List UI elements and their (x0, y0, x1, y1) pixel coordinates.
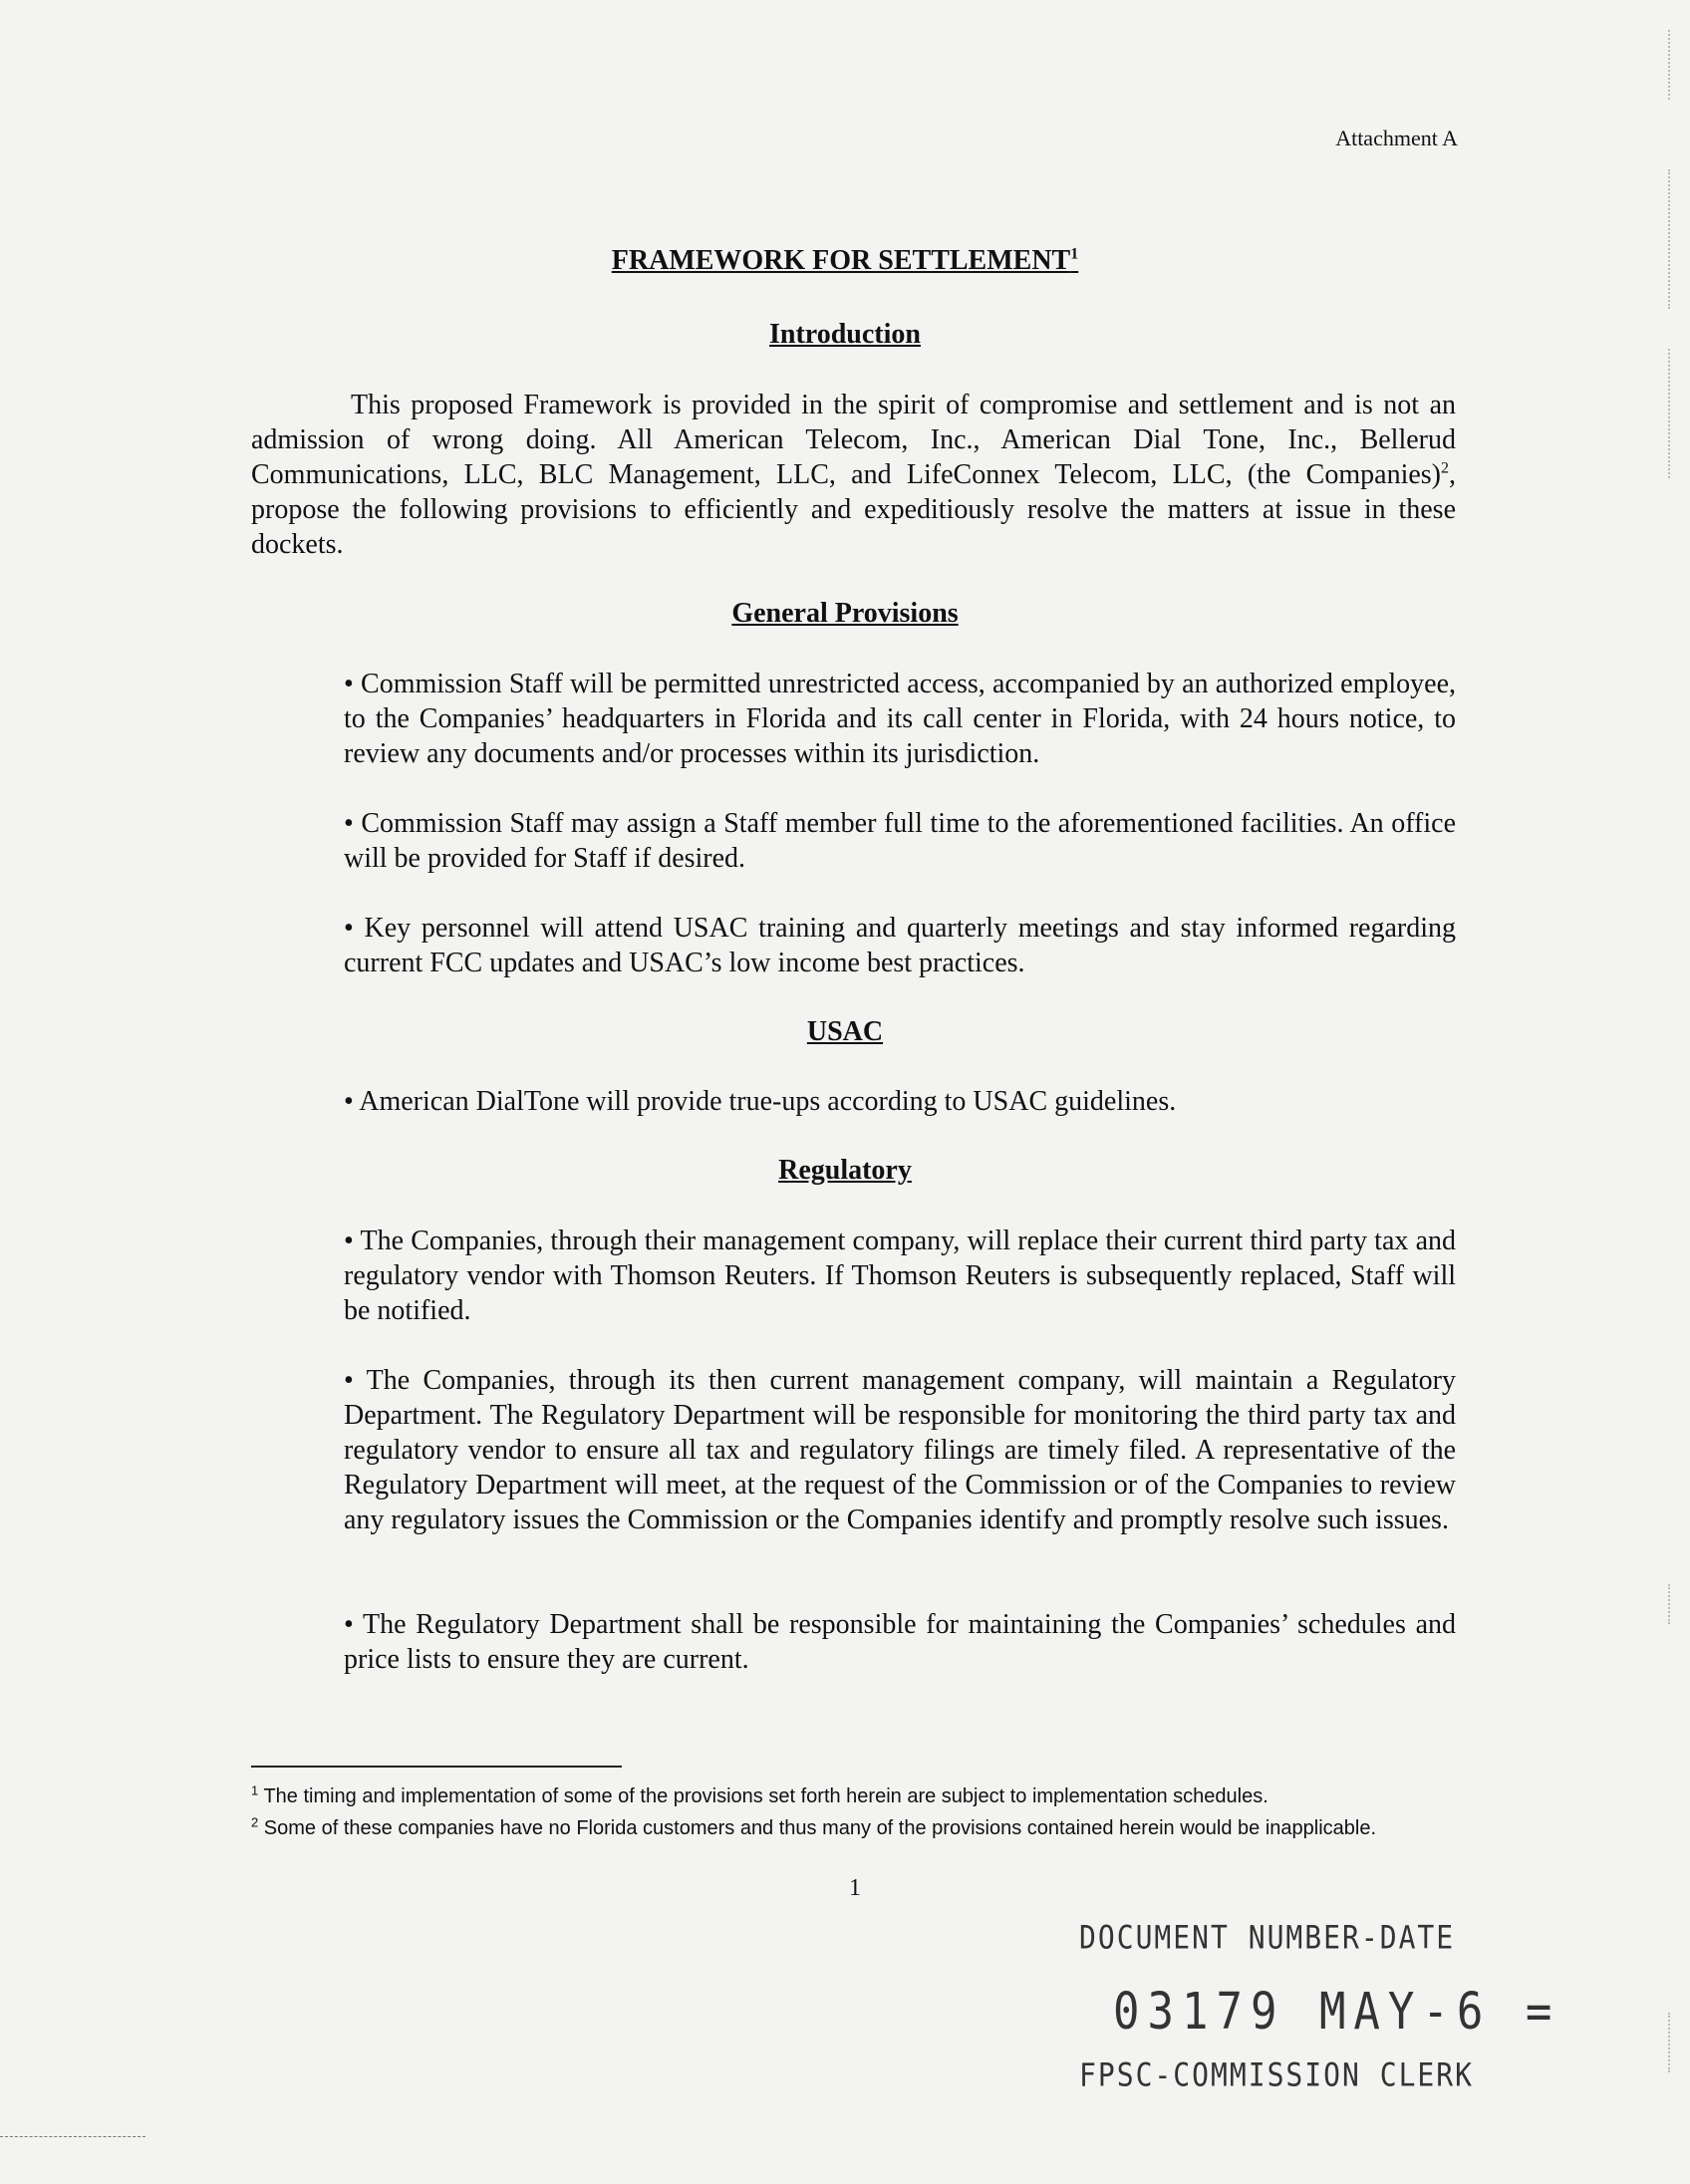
page-number: 1 (849, 1875, 861, 1901)
introduction-text-part2: , propose the following provisions to efficiently and expeditiously resolve the matters at issue in these dockets. (251, 459, 1456, 560)
footnote-2-number: 2 (251, 1814, 259, 1830)
document-title-text: FRAMEWORK FOR SETTLEMENT (611, 245, 1071, 276)
companies-footnote-ref: 2 (1441, 459, 1449, 477)
regulatory-bullet-vendor: • The Companies, through their management company, will replace their current third party tax and regulatory vendor with Thomson Reuters. If Thomson Reuters is subsequently replaced, Staff will be notified. (344, 1226, 1456, 1326)
general-bullet-training: • Key personnel will attend USAC training and quarterly meetings and stay informed regarding current FCC updates and USAC’s low income best practices. (344, 913, 1456, 978)
scan-artifact (1668, 169, 1672, 309)
introduction-heading: Introduction (769, 319, 921, 350)
regulatory-bullet-department: • The Companies, through its then current management company, will maintain a Regulatory Department. The Regulatory Department will be responsible for monitoring the third party tax and regulatory vendor to ensure all tax and regulatory filings are timely filed. A representative of the Regulatory Department will meet, at the request of the Commission or of the Companies to review any regulatory issues the Commission or the Companies identify and promptly resolve such issues. (344, 1365, 1456, 1535)
footnote-separator (251, 1766, 622, 1768)
scan-edge-mark (0, 2136, 145, 2137)
footnote-1-text: The timing and implementation of some of the provisions set forth herein are subject to implementation schedules. (263, 1785, 1268, 1807)
general-provisions-heading: General Provisions (731, 598, 959, 629)
general-bullet-access: • Commission Staff will be permitted unrestricted access, accompanied by an authorized employee, to the Companies’ headquarters in Florida and its call center in Florida, with 24 hours notice, to review any documents and/or processes within its jurisdiction. (344, 669, 1456, 769)
title-footnote-ref: 1 (1070, 245, 1079, 263)
document-title (0, 245, 1690, 277)
scan-artifact (1668, 2013, 1672, 2072)
general-bullet-staff-member: • Commission Staff may assign a Staff member full time to the aforementioned facilities. An office will be provided for Staff if desired. (344, 808, 1456, 874)
footnote-1-number: 1 (251, 1782, 259, 1798)
footnote-1 (251, 1781, 1457, 1811)
scan-artifact (1668, 30, 1672, 100)
stamp-document-number-label: DOCUMENT NUMBER-DATE (1079, 1918, 1456, 1957)
footnote-2-text: Some of these companies have no Florida customers and thus many of the provisions contained herein would be inapplicable. (263, 1817, 1377, 1839)
regulatory-heading: Regulatory (778, 1155, 912, 1186)
scan-artifact (1668, 1584, 1672, 1624)
introduction-paragraph (251, 388, 1456, 562)
stamp-commission-clerk: FPSC-COMMISSION CLERK (1079, 2055, 1475, 2094)
scan-artifact (1668, 349, 1672, 478)
usac-heading: USAC (806, 1016, 884, 1047)
regulatory-bullet-schedules: • The Regulatory Department shall be responsible for maintaining the Companies’ schedules and price lists to ensure they are current. (344, 1609, 1456, 1675)
introduction-text-part1: This proposed Framework is provided in the spirit of compromise and settlement and is not an admission of wrong doing. All American Telecom, Inc., American Dial Tone, Inc., Bellerud Communications, LLC, BLC Management, LLC, and LifeConnex Telecom, LLC, (the Companies) (251, 390, 1456, 490)
stamp-document-number: 03179 MAY-6 = (1113, 1983, 1560, 2042)
footnote-2 (251, 1813, 1457, 1843)
attachment-label: Attachment A (1335, 126, 1458, 150)
usac-bullet-true-ups: • American DialTone will provide true-ups according to USAC guidelines. (344, 1086, 1177, 1117)
